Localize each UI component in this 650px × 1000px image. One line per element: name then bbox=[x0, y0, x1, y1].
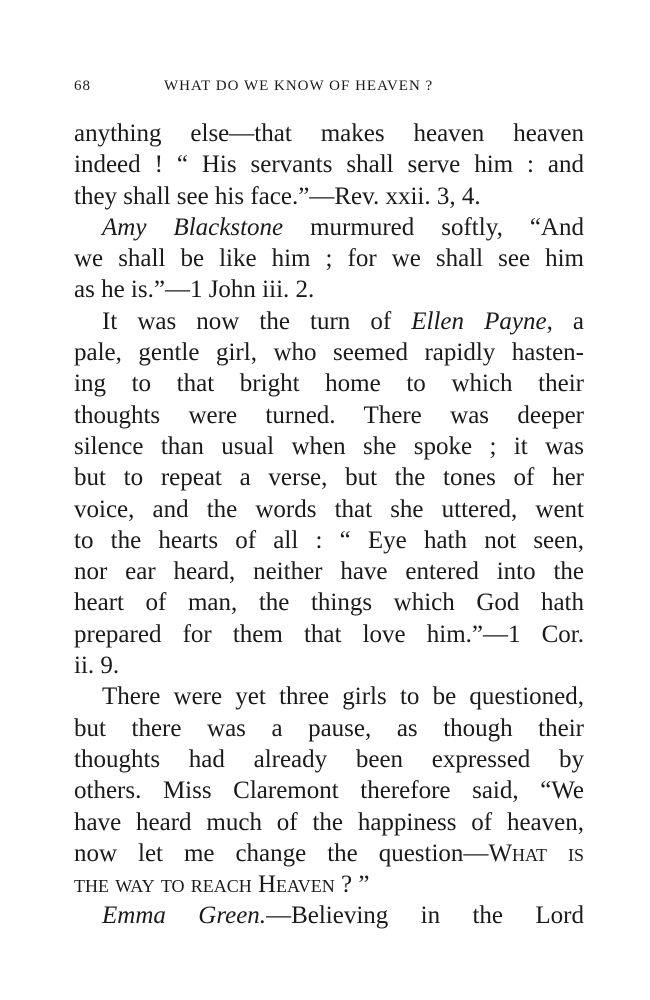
running-head bbox=[74, 78, 584, 98]
text-line bbox=[74, 838, 584, 869]
text-line: silence than usual when she spoke ; it was bbox=[74, 432, 584, 460]
line-fragment: , a bbox=[546, 307, 584, 335]
text-line bbox=[74, 900, 584, 931]
small-caps-text: What is bbox=[488, 839, 584, 867]
text-line: nor ear heard, neither have entered into the bbox=[74, 558, 584, 586]
text-line: ii. 9. bbox=[74, 652, 120, 680]
text-line: pale, gentle girl, who seemed rapidly hasten- bbox=[74, 339, 584, 367]
text-line: anything else—that makes heaven heaven bbox=[74, 120, 584, 147]
text-line: heart of man, the things which God hath bbox=[74, 589, 584, 617]
line-fragment: It was now the turn of bbox=[102, 307, 412, 335]
text-line bbox=[74, 212, 584, 243]
text-line bbox=[74, 869, 584, 900]
text-line: have heard much of the happiness of heaven, bbox=[74, 808, 584, 836]
line-fragment: now let me change the question— bbox=[74, 839, 489, 867]
text-line bbox=[74, 306, 584, 337]
text-line: There were yet three girls to be questioned, bbox=[102, 683, 584, 711]
speaker-name: Emma Green. bbox=[102, 902, 267, 930]
speaker-name: Ellen Payne bbox=[411, 307, 547, 335]
page-number: 68 bbox=[74, 78, 91, 94]
small-caps-text: the way to reach Heaven ? bbox=[74, 871, 353, 899]
body-text bbox=[74, 118, 584, 932]
text-line: others. Miss Claremont therefore said, “We bbox=[74, 777, 584, 805]
line-fragment: ” bbox=[352, 871, 370, 899]
text-line: but to repeat a verse, but the tones of her bbox=[74, 464, 584, 492]
text-line: as he is.”—1 John iii. 2. bbox=[74, 276, 315, 304]
text-line: but there was a pause, as though their bbox=[74, 714, 584, 742]
text-line: to the hearts of all : “ Eye hath not seen, bbox=[74, 526, 584, 554]
text-line: ing to that bright home to which their bbox=[74, 370, 584, 398]
text-line: we shall be like him ; for we shall see him bbox=[74, 245, 584, 273]
text-line: indeed ! “ His servants shall serve him : and bbox=[74, 151, 584, 179]
text-line: prepared for them that love him.”—1 Cor. bbox=[74, 620, 584, 648]
text-line: they shall see his face.”—Rev. xxii. 3, 4. bbox=[74, 182, 481, 210]
speaker-name: Amy Blackstone bbox=[102, 213, 284, 241]
text-line: voice, and the words that she uttered, went bbox=[74, 495, 584, 523]
running-title: WHAT DO WE KNOW OF HEAVEN ? bbox=[164, 78, 434, 94]
text-line: thoughts had already been expressed by bbox=[74, 745, 584, 773]
line-fragment: murmured softly, “And bbox=[283, 213, 584, 241]
text-line: thoughts were turned. There was deeper bbox=[74, 401, 584, 429]
line-fragment: —Believing in the Lord bbox=[266, 902, 584, 930]
